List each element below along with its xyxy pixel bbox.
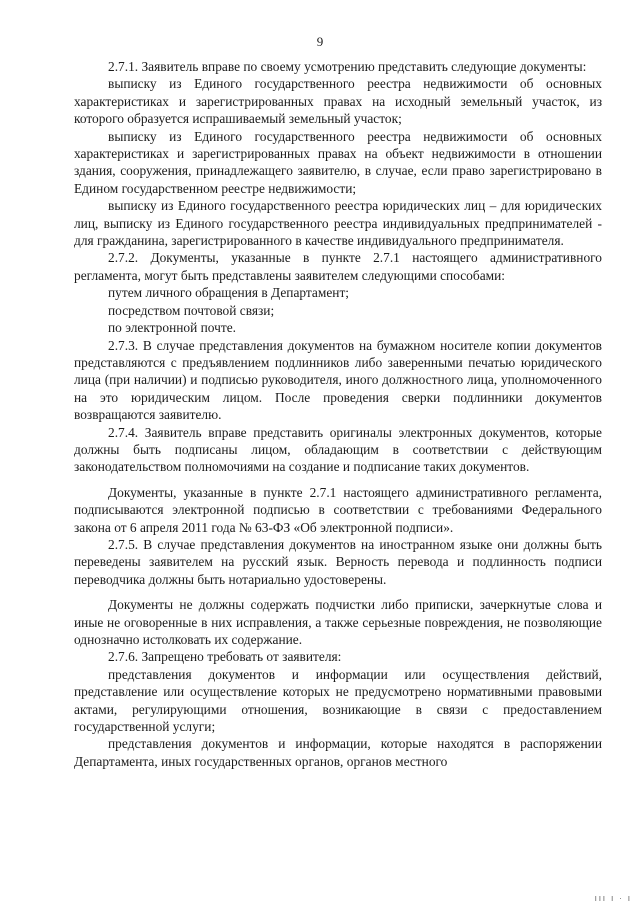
footer-mark: III I · I: [594, 895, 632, 903]
paragraph-electronic-signature: Документы, указанные в пункте 2.7.1 настоящего административного регламента, подписываются электронной подписью в соответствии с требованиями Федерального закона от 6 апреля 2011 года № 63-ФЗ «Об электронной подписи».: [74, 484, 602, 535]
list-item-email: по электронной почте.: [108, 320, 237, 336]
paragraph-2-7-6: 2.7.6. Запрещено требовать от заявителя:: [108, 649, 342, 665]
paragraph-2-7-3: 2.7.3. В случае представления документов на бумажном носителе копии документов представляются с предъявлением подлинников либо заверенными печатью юридического лица (при наличии) и подписью руководителя, иного должностного лица, уполномоченного на это юридическим лицом. После проведения сверки подлинники документов возвращаются заявителю.: [74, 337, 602, 423]
list-item-prohibited-held-documents: представления документов и информации, которые находятся в распоряжении Департамента, иных государственных органов, органов местного: [74, 736, 602, 769]
list-item-extract-building: выписку из Единого государственного реестра недвижимости об основных характеристиках и зарегистрированных правах на объект недвижимости в отношении здания, сооружения, принадлежащего заявителю, в случае, если право зарегистрировано в Едином государственном реестре недвижимости;: [74, 128, 602, 196]
paragraph-2-7-2: 2.7.2. Документы, указанные в пункте 2.7.1 настоящего административного регламента, могут быть представлены заявителем следующими способами:: [74, 250, 602, 283]
list-item-extract-legal-entities: выписку из Единого государственного реестра юридических лиц – для юридических лиц, выписку из Единого государственного реестра индивидуальных предпринимателей - для гражданина, зарегистрированного в качестве индивидуального предпринимателя.: [74, 198, 602, 249]
list-item-in-person: путем личного обращения в Департамент;: [108, 285, 350, 301]
list-item-postal: посредством почтовой связи;: [108, 302, 275, 318]
paragraph-no-corrections: Документы не должны содержать подчистки либо приписки, зачеркнутые слова и иные не оговоренные в них исправления, а также серьезные повреждения, не позволяющие однозначно истолковать их содержание.: [74, 597, 602, 647]
page-number: 9: [316, 34, 324, 49]
list-item-prohibited-documents: представления документов и информации или осуществления действий, представление или осуществление которых не предусмотрено нормативными правовыми актами, регулирующими отношения, возникающие в связи с предоставлением государственной услуги;: [74, 666, 602, 735]
paragraph-2-7-4: 2.7.4. Заявитель вправе представить оригиналы электронных документов, которые должны быть подписаны лицом, обладающим в соответствии с действующим законодательством полномочиями на создание и подписание таких документов.: [74, 424, 602, 475]
paragraph-2-7-5: 2.7.5. В случае представления документов на иностранном языке они должны быть переведены заявителем на русский язык. Верность перевода и подлинность подписи переводчика должны быть нотариально удостоверены.: [74, 536, 602, 587]
document-body: [74, 58, 602, 770]
paragraph-2-7-1: 2.7.1. Заявитель вправе по своему усмотрению представить следующие документы:: [108, 59, 587, 74]
list-item-extract-land-plot: выписку из Единого государственного реестра недвижимости об основных характеристиках и зарегистрированных правах на исходный земельный участок, из которого образуется испрашиваемый земельный участок;: [74, 76, 602, 127]
